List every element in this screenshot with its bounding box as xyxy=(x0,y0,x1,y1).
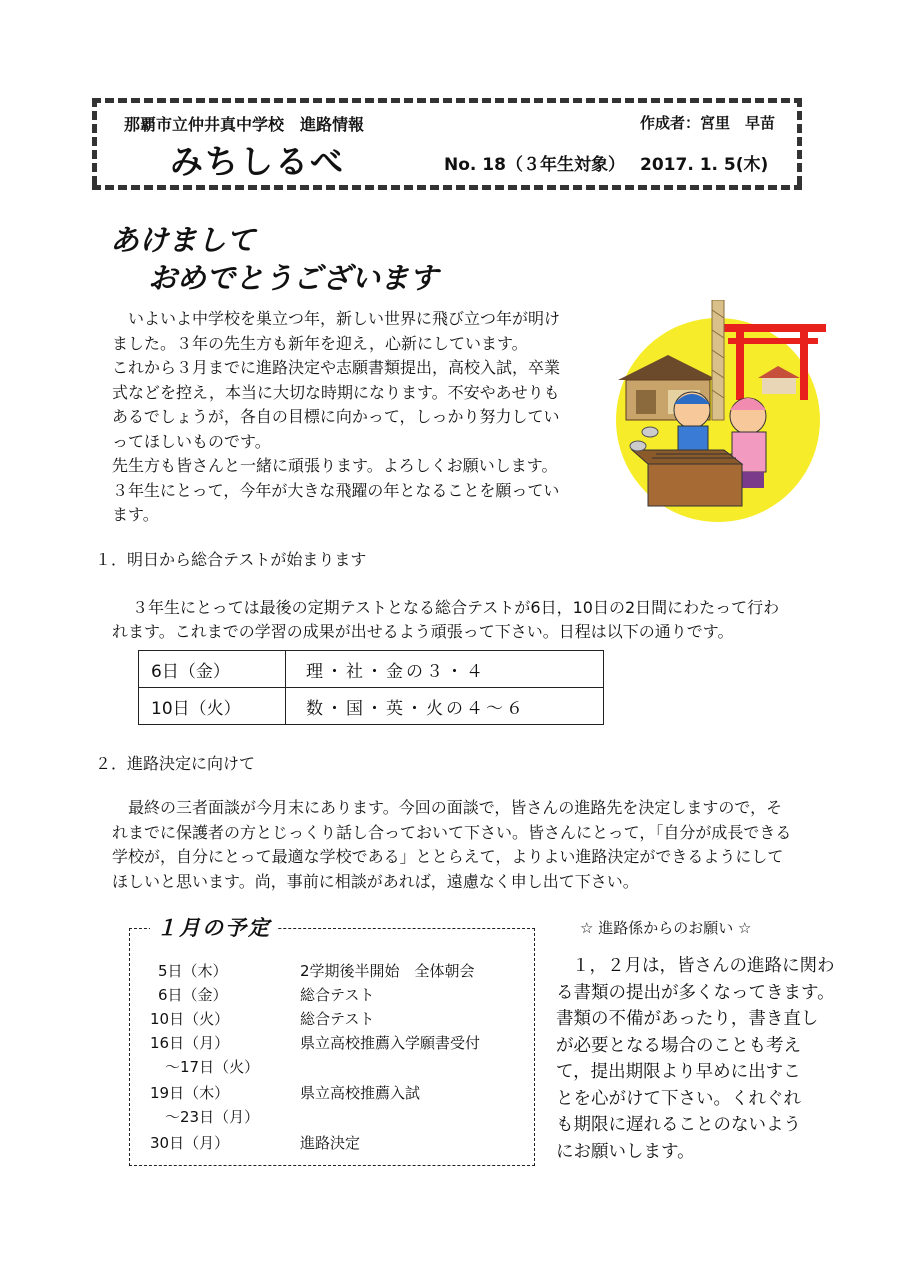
schedule-title: １月の予定 xyxy=(150,912,277,942)
schedule-date: 30日（月） xyxy=(150,1134,230,1152)
schedule-event: 進路決定 xyxy=(300,1134,361,1152)
exam-schedule-table xyxy=(138,650,604,725)
schedule-event: 県立高校推薦入試 xyxy=(300,1084,421,1102)
intro-line: いよいよ中学校を巣立つ年，新しい世界に飛び立つ年が明け xyxy=(128,309,561,328)
table-row xyxy=(139,651,604,688)
newsletter-header xyxy=(92,98,802,190)
request-line: 書類の不備があったり，書き直し xyxy=(556,1009,819,1029)
schedule-date: 6日（金） xyxy=(158,986,228,1004)
request-line: にお願いします。 xyxy=(556,1141,695,1162)
section-1-line: れます。これまでの学習の成果が出せるよう頑張って下さい。日程は以下の通りです。 xyxy=(112,622,734,641)
exam-day: 6日（金） xyxy=(139,651,286,688)
request-title: ☆ 進路係からのお願い ☆ xyxy=(580,919,752,937)
intro-line: ます。 xyxy=(112,505,159,524)
intro-line: あるでしょうが，各自の目標に向かって，しっかり努力してい xyxy=(112,407,560,426)
schedule-date: ～23日（月） xyxy=(165,1108,260,1126)
section-2-line: れまでに保護者の方とじっくり話し合っておいて下さい。皆さんにとって，「自分が成長できる xyxy=(112,822,792,842)
schedule-date: ～17日（火） xyxy=(165,1058,260,1076)
section-1-paragraph xyxy=(112,596,779,644)
schedule-event: 総合テスト xyxy=(300,1010,375,1028)
section-1-line: ３年生にとっては最後の定期テストとなる総合テストが6日，10日の2日間にわたって行わ xyxy=(132,598,780,617)
section-2-line: 最終の三者面談が今月末にあります。今回の面談で，皆さんの進路先を決定しますので，そ xyxy=(128,798,783,817)
request-line: １，２月は，皆さんの進路に関わ xyxy=(572,956,835,976)
schedule-event: 県立高校推薦入学願書受付 xyxy=(300,1034,481,1052)
request-line: も期限に遅れることのないよう xyxy=(556,1115,801,1135)
newsletter-title: みちしるべ xyxy=(170,142,345,181)
exam-subjects: 数・国・英・火の４～６ xyxy=(286,688,604,725)
intro-line: 式などを控え，本当に大切な時期になります。不安やあせりも xyxy=(112,382,560,402)
new-year-shrine-illustration xyxy=(608,300,828,522)
exam-day: 10日（火） xyxy=(139,688,286,725)
boy-praying-icon xyxy=(674,392,710,452)
schedule-event: 総合テスト xyxy=(300,986,375,1004)
schedule-date: 5日（木） xyxy=(158,962,228,980)
schedule-date: 19日（木） xyxy=(150,1084,230,1102)
request-line: る書類の提出が多くなってきます。 xyxy=(556,982,835,1003)
greeting-line-2: おめでとうございます xyxy=(148,261,439,295)
request-line: とを心がけて下さい。くれぐれ xyxy=(556,1088,801,1109)
pigeon-icon xyxy=(630,441,646,451)
author: 作成者：宮里 早苗 xyxy=(640,114,776,132)
exam-subjects: 理・社・金の３・４ xyxy=(286,651,604,688)
intro-line: これから３月までに進路決定や志願書類提出，高校入試，卒業 xyxy=(112,358,561,377)
section-2-line: 学校が，自分にとって最適な学校である」ととらえて，よりよい進路決定ができるようにして xyxy=(112,847,784,866)
table-row xyxy=(139,688,604,725)
schedule-event: 2学期後半開始 全体朝会 xyxy=(300,962,475,980)
schedule-date: 16日（月） xyxy=(150,1034,230,1052)
bell-rope-icon xyxy=(712,300,724,420)
schedule-date: 10日（火） xyxy=(150,1010,230,1028)
offering-box-icon xyxy=(632,450,742,506)
pigeon-icon xyxy=(642,427,658,437)
intro-line: ました。３年の先生方も新年を迎え，心新にしています。 xyxy=(112,333,528,353)
issue-number: No. 18（３年生対象） xyxy=(444,155,625,175)
section-2-paragraph xyxy=(112,796,791,894)
school-name: 那覇市立仲井真中学校 進路情報 xyxy=(124,115,365,134)
greeting-line-1: あけまして xyxy=(110,223,256,257)
intro-line: 先生方も皆さんと一緒に頑張ります。よろしくお願いします。 xyxy=(112,456,558,475)
request-paragraph xyxy=(556,953,835,1165)
intro-paragraph xyxy=(112,307,560,528)
issue-date: 2017. 1. 5(木) xyxy=(640,155,769,175)
section-2-heading: ２．進路決定に向けて xyxy=(95,754,256,773)
request-line: て，提出期限より早めに出すこ xyxy=(556,1062,801,1082)
section-1-heading: １．明日から総合テストが始まります xyxy=(95,550,367,569)
section-2-line: ほしいと思います。尚，事前に相談があれば，遠慮なく申し出て下さい。 xyxy=(112,871,639,891)
intro-line: ってほしいものです。 xyxy=(112,431,271,451)
intro-line: ３年生にとって，今年が大きな飛躍の年となることを願ってい xyxy=(112,480,560,500)
request-line: が必要となる場合のことも考え xyxy=(556,1035,801,1056)
